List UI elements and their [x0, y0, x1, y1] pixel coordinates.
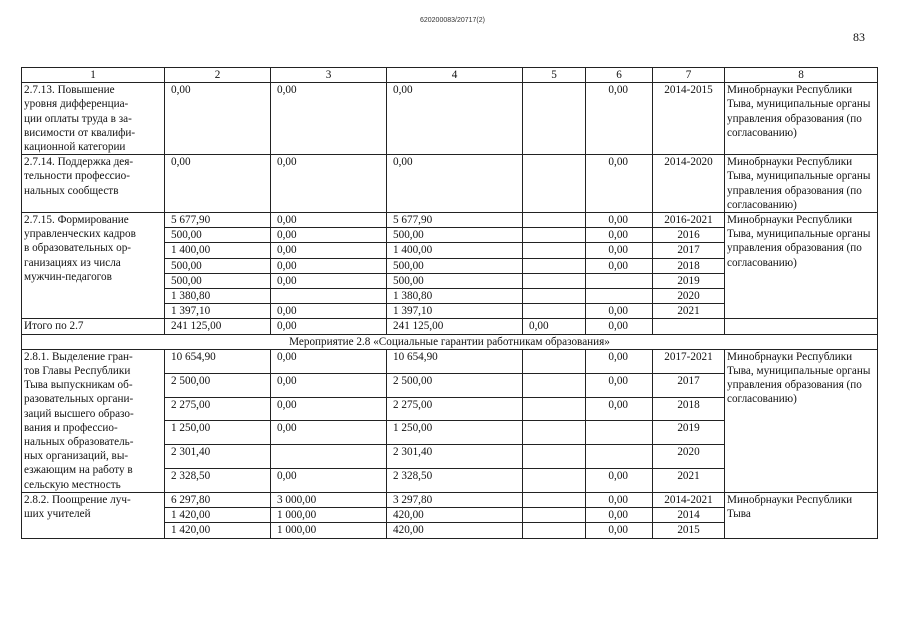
table-cell: 0,00 — [586, 373, 653, 397]
table-cell: 0,00 — [271, 155, 387, 213]
table-cell — [523, 289, 586, 304]
page-number: 83 — [853, 30, 865, 44]
table-cell: 0,00 — [271, 243, 387, 258]
column-header: 5 — [523, 68, 586, 83]
table-cell: 500,00 — [165, 258, 271, 273]
table-cell — [523, 373, 586, 397]
table-cell: 0,00 — [271, 213, 387, 228]
table-cell: 500,00 — [165, 228, 271, 243]
column-header: 7 — [653, 68, 725, 83]
table-cell: 2020 — [653, 289, 725, 304]
table-cell: 0,00 — [271, 319, 387, 334]
table-cell: 2018 — [653, 397, 725, 421]
table-cell: 0,00 — [271, 373, 387, 397]
table-cell: 0,00 — [586, 228, 653, 243]
table-cell: 1 380,80 — [165, 289, 271, 304]
table-cell: 0,00 — [586, 213, 653, 228]
table-cell — [523, 445, 586, 469]
table-cell — [523, 469, 586, 493]
table-cell: 0,00 — [523, 319, 586, 334]
table-cell — [586, 273, 653, 288]
table-cell: 0,00 — [586, 492, 653, 507]
table-cell: 420,00 — [387, 508, 523, 523]
table-cell: 0,00 — [586, 258, 653, 273]
program-table — [21, 67, 878, 539]
table-cell: 0,00 — [165, 155, 271, 213]
table-cell — [523, 83, 586, 155]
table-cell: 3 000,00 — [271, 492, 387, 507]
table-cell: 2021 — [653, 304, 725, 319]
table-row — [22, 492, 878, 507]
responsible-executor: Минобрнауки Республики Тыва, муниципальные органы управления образования (по согласованию) — [725, 349, 878, 492]
activity-label: 2.7.15. Формирование управленческих кадров в образовательных ор- ганизациях из числа мужчин-педагогов — [22, 213, 165, 319]
activity-label: 2.7.13. Повышение уровня дифференциа- ции оплаты труда в за- висимости от квалифи- кационной категории — [22, 83, 165, 155]
table-cell: 0,00 — [271, 273, 387, 288]
table-cell: 0,00 — [586, 319, 653, 334]
table-cell — [523, 397, 586, 421]
document-id: 620200083/20717(2) — [419, 17, 485, 24]
column-header: 3 — [271, 68, 387, 83]
table-cell — [653, 319, 725, 334]
table-cell: 0,00 — [586, 523, 653, 538]
table-cell — [523, 258, 586, 273]
table-cell: 1 420,00 — [165, 523, 271, 538]
column-header: 1 — [22, 68, 165, 83]
table-cell: 2014-2020 — [653, 155, 725, 213]
table-cell: 2016 — [653, 228, 725, 243]
table-cell — [523, 523, 586, 538]
table-cell: 2021 — [653, 469, 725, 493]
table-cell: 0,00 — [271, 469, 387, 493]
table-cell: 1 397,10 — [387, 304, 523, 319]
table-cell — [586, 421, 653, 445]
table-cell: 1 420,00 — [165, 508, 271, 523]
table-cell: 5 677,90 — [387, 213, 523, 228]
table-cell: 3 297,80 — [387, 492, 523, 507]
table-cell — [271, 445, 387, 469]
table-row — [22, 83, 878, 155]
total-label: Итого по 2.7 — [22, 319, 165, 334]
table-cell — [523, 421, 586, 445]
table-cell: 2019 — [653, 421, 725, 445]
column-header: 4 — [387, 68, 523, 83]
table-cell: 2016-2021 — [653, 213, 725, 228]
table-cell: 0,00 — [271, 83, 387, 155]
table-cell: 2014-2021 — [653, 492, 725, 507]
table-cell — [523, 213, 586, 228]
table-cell: 2017-2021 — [653, 349, 725, 373]
table-cell: 2 275,00 — [387, 397, 523, 421]
table-cell: 10 654,90 — [165, 349, 271, 373]
responsible-executor: Минобрнауки Республики Тыва, муниципальные органы управления образования (по согласованию) — [725, 83, 878, 155]
table-cell: 0,00 — [586, 349, 653, 373]
table-cell: 0,00 — [271, 397, 387, 421]
table-cell: 2014-2015 — [653, 83, 725, 155]
table-cell — [523, 273, 586, 288]
table-cell: 0,00 — [586, 243, 653, 258]
table-cell: 5 677,90 — [165, 213, 271, 228]
table-cell — [271, 289, 387, 304]
table-cell: 0,00 — [165, 83, 271, 155]
table-cell: 0,00 — [271, 349, 387, 373]
table-cell: 420,00 — [387, 523, 523, 538]
table-row — [22, 213, 878, 228]
table-cell — [523, 243, 586, 258]
activity-label: 2.8.2. Поощрение луч- ших учителей — [22, 492, 165, 538]
table-cell: 1 380,80 — [387, 289, 523, 304]
table-cell: 2019 — [653, 273, 725, 288]
table-cell: 500,00 — [387, 228, 523, 243]
table-cell: 2 301,40 — [387, 445, 523, 469]
activity-label: 2.8.1. Выделение гран- тов Главы Республики Тыва выпускникам об- разовательных органи- заций высшего образо- вания и профессио- нальных образователь- ных организаций, вы- езжающим на работу в сельскую местность — [22, 349, 165, 492]
table-row — [22, 155, 878, 213]
table-cell: 1 000,00 — [271, 523, 387, 538]
table-cell: 500,00 — [387, 258, 523, 273]
section-row — [22, 334, 878, 349]
responsible-executor: Минобрнауки Республики Тыва, муниципальные органы управления образования (по согласованию) — [725, 213, 878, 319]
table-cell: 0,00 — [387, 83, 523, 155]
table-cell: 2 275,00 — [165, 397, 271, 421]
table-cell: 500,00 — [165, 273, 271, 288]
column-header: 6 — [586, 68, 653, 83]
table-cell: 0,00 — [586, 469, 653, 493]
activity-label: 2.7.14. Поддержка дея- тельности профессио- нальных сообществ — [22, 155, 165, 213]
table-cell: 6 297,80 — [165, 492, 271, 507]
table-cell — [523, 155, 586, 213]
table-cell: 0,00 — [271, 258, 387, 273]
table-cell: 0,00 — [586, 155, 653, 213]
table-cell — [523, 228, 586, 243]
table-cell: 0,00 — [586, 508, 653, 523]
section-title: Мероприятие 2.8 «Социальные гарантии работникам образования» — [22, 334, 878, 349]
table-row — [22, 349, 878, 373]
table-cell: 1 000,00 — [271, 508, 387, 523]
table-cell: 2 500,00 — [165, 373, 271, 397]
table-cell — [586, 445, 653, 469]
table-cell: 1 250,00 — [165, 421, 271, 445]
table-cell: 2 328,50 — [387, 469, 523, 493]
column-header: 8 — [725, 68, 878, 83]
table-cell: 2020 — [653, 445, 725, 469]
table-cell: 0,00 — [586, 83, 653, 155]
table-cell: 0,00 — [271, 228, 387, 243]
table-cell: 0,00 — [387, 155, 523, 213]
table-cell: 0,00 — [271, 421, 387, 445]
table-cell: 0,00 — [586, 304, 653, 319]
table-cell — [523, 492, 586, 507]
responsible-executor: Минобрнауки Республики Тыва — [725, 492, 878, 538]
table-cell: 1 397,10 — [165, 304, 271, 319]
table-cell: 2017 — [653, 373, 725, 397]
total-row — [22, 319, 878, 334]
table-cell — [725, 319, 878, 334]
table-cell: 10 654,90 — [387, 349, 523, 373]
table-cell: 2014 — [653, 508, 725, 523]
table-cell: 1 400,00 — [387, 243, 523, 258]
table-cell: 2 500,00 — [387, 373, 523, 397]
table-cell: 1 250,00 — [387, 421, 523, 445]
table-cell: 2018 — [653, 258, 725, 273]
table-cell: 0,00 — [271, 304, 387, 319]
table-cell — [586, 289, 653, 304]
table-cell — [523, 349, 586, 373]
table-cell: 2 301,40 — [165, 445, 271, 469]
table-cell: 2017 — [653, 243, 725, 258]
table-cell: 500,00 — [387, 273, 523, 288]
responsible-executor: Минобрнауки Республики Тыва, муниципальные органы управления образования (по согласованию) — [725, 155, 878, 213]
table-cell: 241 125,00 — [387, 319, 523, 334]
table-cell — [523, 508, 586, 523]
column-header-row — [22, 68, 878, 83]
table-cell: 2015 — [653, 523, 725, 538]
table-cell: 1 400,00 — [165, 243, 271, 258]
column-header: 2 — [165, 68, 271, 83]
table-cell — [523, 304, 586, 319]
table-cell: 241 125,00 — [165, 319, 271, 334]
table-cell: 0,00 — [586, 397, 653, 421]
table-cell: 2 328,50 — [165, 469, 271, 493]
